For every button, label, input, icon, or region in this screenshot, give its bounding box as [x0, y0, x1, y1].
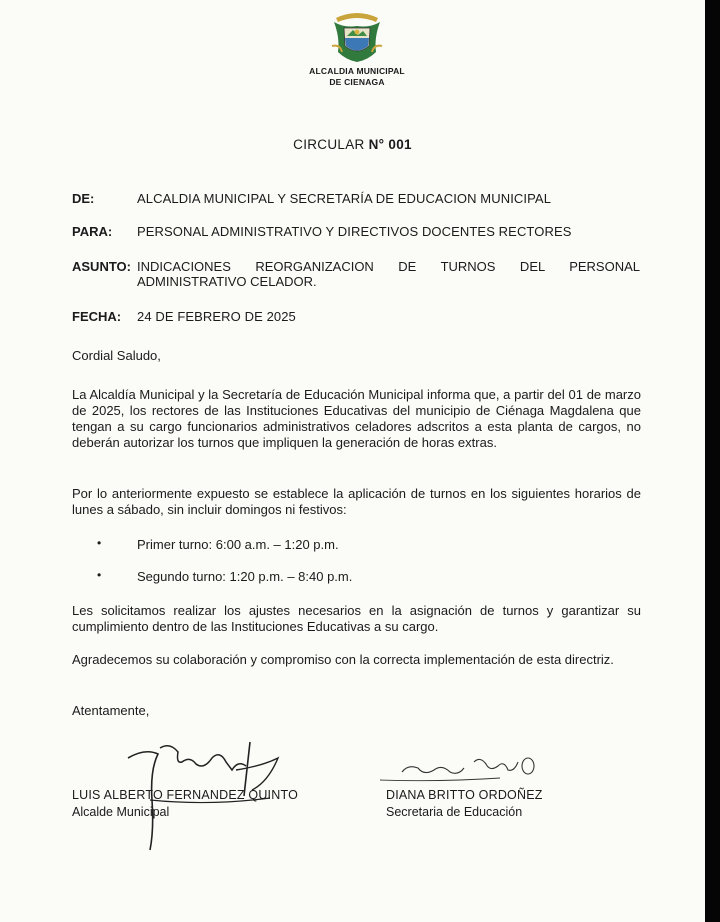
circular-label: CIRCULAR [293, 137, 365, 152]
municipality-line-2: DE CIENAGA [329, 77, 385, 87]
fecha-value: 24 DE FEBRERO DE 2025 [137, 309, 296, 324]
fecha-label: FECHA: [72, 309, 122, 324]
paragraph-1: La Alcaldía Municipal y la Secretaría de Educación Municipal informa que, a partir del 01 de marzo de 2025, los rectores de las Instituciones Educativas del municipio de Ciénaga Magdalena que tengan a su cargo funcionarios administrativos celadores adscritos a esta planta de cargos, no deberán autorizar los turnos que impliquen la generación de horas extras. [72, 387, 641, 450]
para-value: PERSONAL ADMINISTRATIVO Y DIRECTIVOS DOCENTES RECTORES [137, 224, 572, 239]
closing: Atentamente, [72, 703, 150, 718]
greeting: Cordial Saludo, [72, 348, 161, 363]
de-label: DE: [72, 191, 95, 206]
shift-2: Segundo turno: 1:20 p.m. – 8:40 p.m. [137, 569, 353, 584]
signature-1-role: Alcalde Municipal [72, 805, 170, 819]
signature-2-name: DIANA BRITTO ORDOÑEZ [386, 788, 543, 802]
de-value: ALCALDIA MUNICIPAL Y SECRETARÍA DE EDUCACION MUNICIPAL [137, 191, 552, 206]
bullet-2: • [97, 568, 102, 582]
signature-2-role: Secretaria de Educación [386, 805, 523, 819]
bullet-1: • [97, 536, 102, 550]
paragraph-2: Por lo anteriormente expuesto se establece la aplicación de turnos en los siguientes horarios de lunes a sábado, sin incluir domingos ni festivos: [72, 486, 641, 517]
municipality-line-1: ALCALDIA MUNICIPAL [309, 66, 405, 76]
dark-border [705, 0, 720, 922]
asunto-line-1: INDICACIONES REORGANIZACION DE TURNOS DEL PERSONAL [137, 259, 640, 274]
paragraph-3: Les solicitamos realizar los ajustes necesarios en la asignación de turnos y garantizar su cumplimiento dentro de las Instituciones Educativas a su cargo. [72, 603, 641, 634]
asunto-label: ASUNTO: [72, 259, 131, 274]
shift-1: Primer turno: 6:00 a.m. – 1:20 p.m. [137, 537, 339, 552]
para-label: PARA: [72, 224, 113, 239]
circular-number: N° 001 [368, 137, 412, 152]
paragraph-4: Agradecemos su colaboración y compromiso con la correcta implementación de esta directriz. [72, 652, 614, 667]
signature-1-name: LUIS ALBERTO FERNANDEZ QUINTO [72, 788, 298, 802]
asunto-line-2: ADMINISTRATIVO CELADOR. [137, 274, 317, 289]
